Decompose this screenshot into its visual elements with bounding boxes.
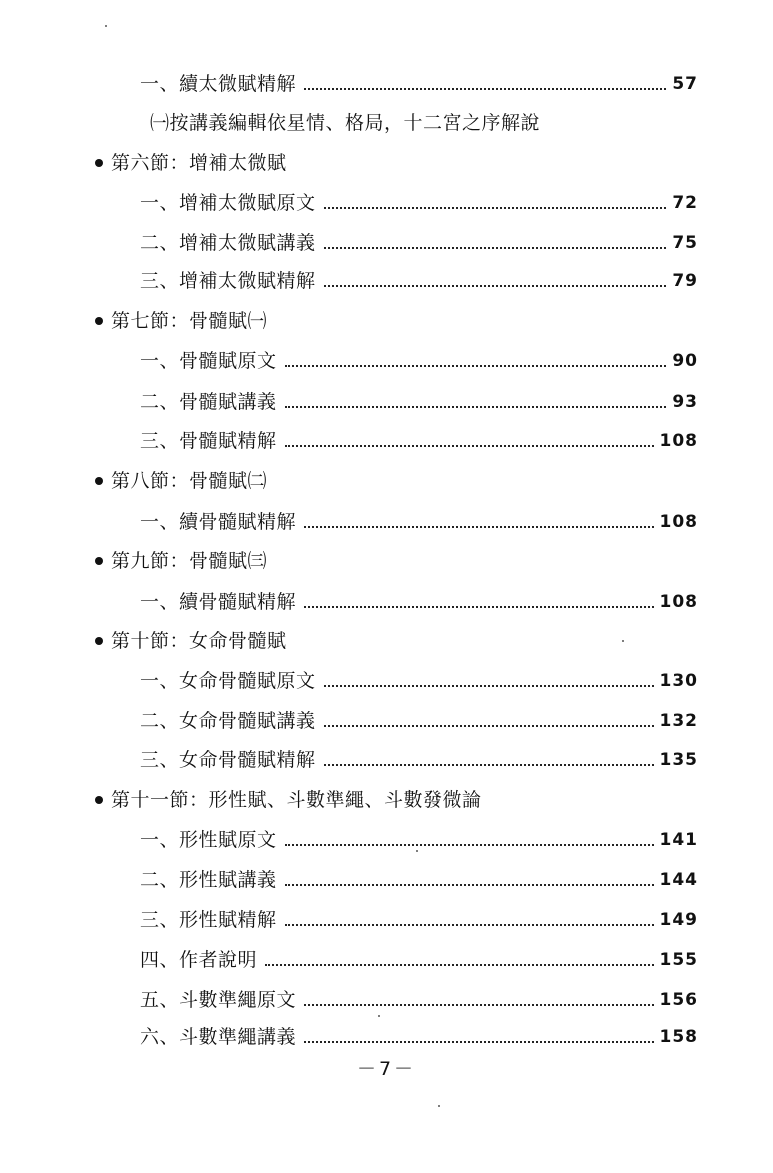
bullet-icon bbox=[95, 159, 103, 167]
toc-page-number: 72 bbox=[672, 193, 698, 213]
toc-page-number: 158 bbox=[659, 1027, 698, 1047]
toc-item[interactable] bbox=[140, 745, 698, 775]
toc-section-heading[interactable] bbox=[95, 546, 695, 576]
dot-leader bbox=[304, 88, 666, 90]
dot-leader bbox=[324, 764, 654, 766]
toc-page-number: 141 bbox=[659, 830, 698, 850]
toc-item[interactable] bbox=[140, 865, 698, 895]
toc-item-label: 二、骨髓賦講義 bbox=[140, 391, 277, 413]
scan-speck bbox=[438, 1105, 440, 1107]
toc-page-number: 149 bbox=[659, 910, 698, 930]
toc-section-label: 第七節：骨髓賦㈠ bbox=[111, 310, 268, 332]
toc-page-number: 132 bbox=[659, 711, 698, 731]
toc-note bbox=[150, 108, 630, 138]
toc-section-heading[interactable] bbox=[95, 466, 695, 496]
bullet-icon bbox=[95, 317, 103, 325]
toc-item[interactable] bbox=[140, 666, 698, 696]
toc-item-label: 一、骨髓賦原文 bbox=[140, 350, 277, 372]
toc-item-label: 五、斗數準繩原文 bbox=[140, 989, 297, 1011]
dot-leader bbox=[285, 365, 667, 367]
toc-item[interactable] bbox=[140, 825, 698, 855]
toc-page-number: 90 bbox=[672, 351, 698, 371]
toc-item[interactable] bbox=[140, 1022, 698, 1052]
dot-leader bbox=[285, 406, 667, 408]
toc-page-number: 79 bbox=[672, 271, 698, 291]
toc-item[interactable] bbox=[140, 426, 698, 456]
toc-section-label: 第十節：女命骨髓賦 bbox=[111, 630, 287, 652]
toc-item-label: 三、骨髓賦精解 bbox=[140, 430, 277, 452]
toc-page-number: 108 bbox=[659, 512, 698, 532]
toc-section-heading[interactable] bbox=[95, 306, 695, 336]
bullet-icon bbox=[95, 477, 103, 485]
toc-section-heading[interactable] bbox=[95, 785, 695, 815]
toc-item-label: 六、斗數準繩講義 bbox=[140, 1026, 297, 1048]
scan-speck bbox=[416, 850, 418, 852]
toc-item-label: 一、續太微賦精解 bbox=[140, 73, 297, 95]
toc-section-heading[interactable] bbox=[95, 626, 695, 656]
dot-leader bbox=[324, 725, 654, 727]
toc-item-label: 三、女命骨髓賦精解 bbox=[140, 749, 316, 771]
bullet-icon bbox=[95, 637, 103, 645]
toc-page-number: 135 bbox=[659, 750, 698, 770]
toc-item-label: 二、形性賦講義 bbox=[140, 869, 277, 891]
bullet-icon bbox=[95, 796, 103, 804]
toc-item[interactable] bbox=[140, 346, 698, 376]
dot-leader bbox=[324, 685, 654, 687]
toc-item[interactable] bbox=[140, 985, 698, 1015]
toc-item[interactable] bbox=[140, 507, 698, 537]
dot-leader bbox=[304, 526, 653, 528]
toc-item-label: 二、增補太微賦講義 bbox=[140, 232, 316, 254]
toc-page-number: 155 bbox=[659, 950, 698, 970]
dot-leader bbox=[285, 445, 654, 447]
page-number-footer: －7－ bbox=[356, 1058, 417, 1080]
dot-leader bbox=[265, 964, 653, 966]
toc-item-label: 一、續骨髓賦精解 bbox=[140, 511, 297, 533]
toc-item[interactable] bbox=[140, 266, 698, 296]
toc-note-text: ㈠按講義編輯依星情、格局，十二宮之序解說 bbox=[150, 112, 541, 134]
toc-item[interactable] bbox=[140, 387, 698, 417]
dot-leader bbox=[304, 606, 653, 608]
toc-item-label: 三、增補太微賦精解 bbox=[140, 270, 316, 292]
toc-item[interactable] bbox=[140, 905, 698, 935]
dot-leader bbox=[285, 884, 654, 886]
dot-leader bbox=[324, 285, 667, 287]
toc-item[interactable] bbox=[140, 587, 698, 617]
toc-item[interactable] bbox=[140, 69, 698, 99]
toc-item[interactable] bbox=[140, 945, 698, 975]
toc-item-label: 一、增補太微賦原文 bbox=[140, 192, 316, 214]
toc-item-label: 二、女命骨髓賦講義 bbox=[140, 710, 316, 732]
toc-item[interactable] bbox=[140, 706, 698, 736]
toc-item[interactable] bbox=[140, 228, 698, 258]
toc-page-number: 156 bbox=[659, 990, 698, 1010]
toc-item[interactable] bbox=[140, 188, 698, 218]
bullet-icon bbox=[95, 557, 103, 565]
scan-speck bbox=[622, 640, 624, 642]
toc-section-heading[interactable] bbox=[95, 148, 695, 178]
toc-section-label: 第六節：增補太微賦 bbox=[111, 152, 287, 174]
toc-section-label: 第九節：骨髓賦㈢ bbox=[111, 550, 268, 572]
scan-speck bbox=[378, 1015, 380, 1017]
toc-section-label: 第十一節：形性賦、斗數準繩、斗數發微論 bbox=[111, 789, 482, 811]
toc-page-number: 57 bbox=[672, 74, 698, 94]
toc-item-label: 一、形性賦原文 bbox=[140, 829, 277, 851]
toc-item-label: 三、形性賦精解 bbox=[140, 909, 277, 931]
toc-item-label: 四、作者說明 bbox=[140, 949, 258, 971]
toc-page-number: 108 bbox=[659, 431, 698, 451]
dot-leader bbox=[304, 1041, 653, 1043]
toc-page-number: 144 bbox=[659, 870, 698, 890]
toc-page-number: 130 bbox=[659, 671, 698, 691]
toc-page-number: 108 bbox=[659, 592, 698, 612]
toc-section-label: 第八節：骨髓賦㈡ bbox=[111, 470, 268, 492]
dot-leader bbox=[324, 207, 667, 209]
dot-leader bbox=[304, 1004, 653, 1006]
dot-leader bbox=[324, 247, 667, 249]
scan-speck bbox=[105, 25, 107, 27]
toc-page-number: 93 bbox=[672, 392, 698, 412]
toc-item-label: 一、女命骨髓賦原文 bbox=[140, 670, 316, 692]
dot-leader bbox=[285, 844, 654, 846]
toc-page-number: 75 bbox=[672, 233, 698, 253]
toc-item-label: 一、續骨髓賦精解 bbox=[140, 591, 297, 613]
dot-leader bbox=[285, 924, 654, 926]
